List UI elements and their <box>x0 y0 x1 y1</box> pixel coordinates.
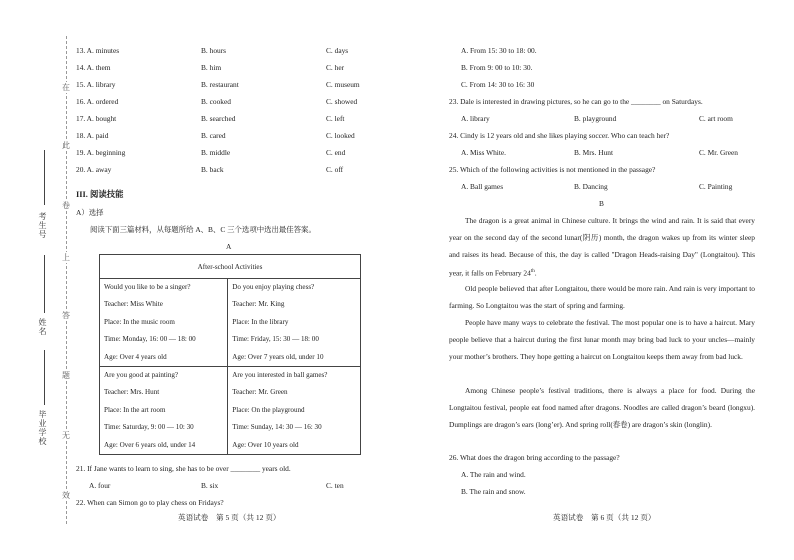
option-a: 17. A. bought <box>76 114 117 123</box>
option-a: A. From 15: 30 to 18: 00. <box>461 46 537 55</box>
activity-question: Are you interested in ball games? <box>232 370 328 379</box>
option-c: C. her <box>326 63 345 72</box>
option-b: B. six <box>201 481 219 490</box>
activities-table <box>99 254 361 455</box>
table-title: After-school Activities <box>100 255 361 279</box>
option-a: 15. A. library <box>76 80 116 89</box>
binding-char: 此 <box>62 141 70 150</box>
superscript: th <box>530 269 535 274</box>
option-c: C. From 14: 30 to 16: 30 <box>461 80 535 89</box>
section-instruction: 阅读下面三篇材料，从每题所给 A、B、C 三个选项中选出最佳答案。 <box>90 225 316 234</box>
activity-place: Place: In the art room <box>104 405 166 414</box>
option-c: C. left <box>326 114 345 123</box>
option-b: B. cared <box>201 131 226 140</box>
passage-b-paragraph-1 <box>449 212 755 281</box>
option-b: B. back <box>201 165 224 174</box>
table-cell-ball-games <box>228 366 361 454</box>
option-b: B. cooked <box>201 97 231 106</box>
question-26: 26. What does the dragon bring according to the passage? <box>449 453 620 462</box>
option-a: A. Miss White. <box>461 148 507 157</box>
field-label-name: 姓名 <box>38 318 47 336</box>
option-c: C. museum <box>326 80 360 89</box>
passage-label-b: B <box>599 199 604 208</box>
option-c: C. off <box>326 165 344 174</box>
field-label-school: 毕业学校 <box>38 410 47 446</box>
question-22: 22. When can Simon go to play chess on Fridays? <box>76 498 224 507</box>
activity-teacher: Teacher: Mr. King <box>232 300 285 309</box>
activity-time: Time: Sunday, 14: 30 — 16: 30 <box>232 423 322 432</box>
paragraph-text-end: . <box>534 268 537 278</box>
subsection-title: A）选择 <box>76 208 104 217</box>
section-title: III. 阅读技能 <box>76 190 124 199</box>
option-c: C. art room <box>699 114 733 123</box>
binding-char: 上 <box>62 253 70 262</box>
binding-char: 效 <box>62 491 70 500</box>
option-c: C. Mr. Green <box>699 148 738 157</box>
paragraph-text: Among Chinese people’s festival traditions, there is always a place for food. During the Longtaitou festival, people eat food named after dragons. Noodles are called dragon’s beard (longxu). Dumplings are dragon’s ears (long’er). And spring roll(春卷) are dragon’s skin (longlin). <box>449 386 755 429</box>
option-b: B. restaurant <box>201 80 239 89</box>
option-b: B. him <box>201 63 222 72</box>
question-25: 25. Which of the following activities is not mentioned in the passage? <box>449 165 656 174</box>
passage-b-paragraph-3 <box>449 314 755 365</box>
activity-age: Age: Over 4 years old <box>104 352 167 361</box>
option-b: B. searched <box>201 114 236 123</box>
option-b: B. Mrs. Hunt <box>574 148 614 157</box>
binding-char: 卷 <box>62 201 70 210</box>
binding-char: 题 <box>62 371 70 380</box>
option-a: 20. A. away <box>76 165 112 174</box>
field-line-name <box>44 255 45 313</box>
option-b: B. playground <box>574 114 617 123</box>
option-a: A. The rain and wind. <box>461 470 526 479</box>
option-b: B. hours <box>201 46 227 55</box>
activity-age: Age: Over 6 years old, under 14 <box>104 440 196 449</box>
option-a: 16. A. ordered <box>76 97 119 106</box>
paragraph-text: People have many ways to celebrate the festival. The most popular one is to have a haircut. Mary people believe that a haircut during the first lunar month may bring bad luck to your uncles—mainly your mother’s brothers. They hope getting a haircut on Longtaitou keeps them away from bad luck. <box>449 318 755 361</box>
passage-label-a: A <box>226 242 232 251</box>
option-a: 18. A. paid <box>76 131 109 140</box>
option-a: A. four <box>89 481 111 490</box>
activity-question: Do you enjoy playing chess? <box>232 283 315 291</box>
option-a: 14. A. them <box>76 63 111 72</box>
question-23: 23. Dale is interested in drawing pictures, so he can go to the ________ on Saturdays. <box>449 97 703 106</box>
option-b: B. From 9: 00 to 10: 30. <box>461 63 533 72</box>
option-b: B. Dancing <box>574 182 608 191</box>
passage-b-paragraph-2 <box>449 280 755 314</box>
binding-dashed-line <box>66 36 67 524</box>
binding-char: 答 <box>62 311 70 320</box>
option-c: C. Painting <box>699 182 733 191</box>
option-c: C. looked <box>326 131 355 140</box>
activity-place: Place: On the playground <box>232 405 305 414</box>
question-24: 24. Cindy is 12 years old and she likes playing soccer. Who can teach her? <box>449 131 670 140</box>
paragraph-text <box>449 212 755 281</box>
option-c: C. ten <box>326 481 344 490</box>
activity-teacher: Teacher: Miss White <box>104 300 163 309</box>
question-21: 21. If Jane wants to learn to sing, she has to be over ________ years old. <box>76 464 291 473</box>
activity-age: Age: Over 7 years old, under 10 <box>232 352 324 361</box>
paragraph-text-main: The dragon is a great animal in Chinese culture. It brings the wind and rain. It is said that every year on the second day of the second lunar(阴历) month, the dragon wakes up from its winter sleep and raises its head. Because of this, the day is called "Dragon Heads-raising Day" (Longtaitou). This year, it falls on February 24 <box>449 216 755 278</box>
activity-question: Are you good at painting? <box>104 370 179 379</box>
passage-b-paragraph-4 <box>449 382 755 433</box>
field-line-exam-number <box>44 150 45 205</box>
activity-time: Time: Friday, 15: 30 — 18: 00 <box>232 335 319 344</box>
table-cell-singer <box>100 279 228 367</box>
option-c: C. end <box>326 148 346 157</box>
option-a: 19. A. beginning <box>76 148 126 157</box>
option-c: C. days <box>326 46 349 55</box>
option-a: 13. A. minutes <box>76 46 120 55</box>
option-a: A. Ball games <box>461 182 504 191</box>
activity-place: Place: In the music room <box>104 317 175 326</box>
field-line-school <box>44 350 45 405</box>
activity-time: Time: Monday, 16: 00 — 18: 00 <box>104 335 196 344</box>
activity-place: Place: In the library <box>232 317 289 326</box>
option-a: A. library <box>461 114 490 123</box>
option-b: B. middle <box>201 148 231 157</box>
page-footer: 英语试卷 第 6 页（共 12 页） <box>553 513 656 522</box>
page-footer: 英语试卷 第 5 页（共 12 页） <box>178 513 281 522</box>
table-cell-chess <box>228 279 361 367</box>
activity-question: Would you like to be a singer? <box>104 283 191 291</box>
option-c: C. showed <box>326 97 358 106</box>
binding-char: 无 <box>62 431 70 440</box>
table-cell-painting <box>100 366 228 454</box>
activity-time: Time: Saturday, 9: 00 — 10: 30 <box>104 423 194 432</box>
option-b: B. The rain and snow. <box>461 487 526 496</box>
activity-teacher: Teacher: Mrs. Hunt <box>104 388 160 397</box>
paragraph-text: Old people believed that after Longtaitou, there would be more rain. And rain is very important to farming. So Longtaitou was the start of spring and farming. <box>449 284 755 310</box>
field-label-exam-number: 考生号 <box>38 212 47 239</box>
binding-char: 在 <box>62 83 70 92</box>
activity-teacher: Teacher: Mr. Green <box>232 388 288 397</box>
activity-age: Age: Over 10 years old <box>232 440 299 449</box>
